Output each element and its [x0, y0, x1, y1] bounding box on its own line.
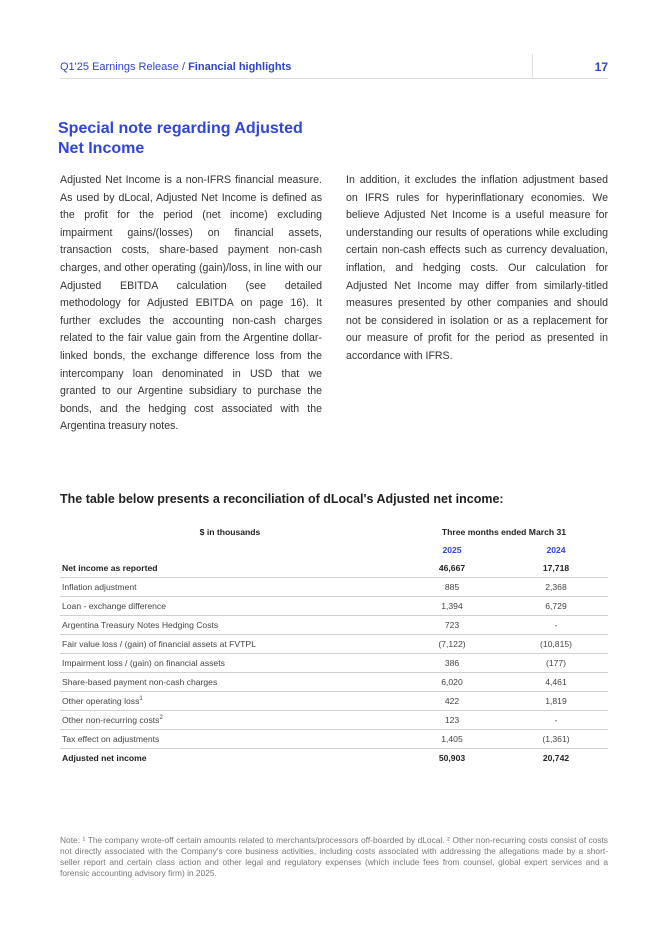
table-row: [60, 749, 608, 768]
row-label: Loan - exchange difference: [60, 597, 400, 616]
footnote-ref: 1: [139, 696, 143, 703]
table-row: [60, 578, 608, 597]
value-2025: 50,903: [438, 753, 466, 763]
body-right-column: In addition, it excludes the inflation adjustment based on IFRS rules for hyperinflationary economies. We believe Adjusted Net Income is a useful measure for understanding our results of operations while excluding certain non-cash effects such as currency devaluation, inflation, and hedging costs. Our calculation for Adjusted Net Income may differ from similarly-titled measures presented by other companies and should not be considered in isolation or as a replacement for our measure of profit for the period as presented in accordance with IFRS.: [346, 174, 608, 362]
header-divider: [532, 54, 533, 78]
value-2024: (177): [504, 654, 608, 673]
value-2024: 1,819: [504, 692, 608, 711]
value-2025: (7,122): [400, 635, 504, 654]
table-row: [60, 616, 608, 635]
table-intro: The table below presents a reconciliation of dLocal's Adjusted net income:: [60, 492, 504, 506]
value-2024: 20,742: [542, 753, 570, 763]
value-2024: 17,718: [504, 559, 608, 578]
value-2025: 6,020: [400, 673, 504, 692]
row-label: Impairment loss / (gain) on financial assets: [60, 654, 400, 673]
period-label: Three months ended March 31: [441, 527, 567, 537]
footnote: Note: ¹ The company wrote-off certain amounts related to merchants/processors off-boarded by dLocal. ² Other non-recurring costs consist of costs not directly associated with the Company's core business activities, including costs associated with addressing the allegations made by a short-seller report and certain class action and other legal and regulatory expenses (which include fees from counsel, global expert services and a forensic accounting advisory firm) in 2025.: [60, 835, 608, 878]
table-row: [60, 673, 608, 692]
breadcrumb: [60, 61, 291, 73]
table-row: [60, 730, 608, 749]
row-label: Argentina Treasury Notes Hedging Costs: [60, 616, 400, 635]
table-row: [60, 635, 608, 654]
value-2024: 6,729: [504, 597, 608, 616]
value-2025: 46,667: [400, 559, 504, 578]
value-2025: 386: [400, 654, 504, 673]
reconciliation-table: [60, 523, 608, 767]
value-2025: 123: [400, 711, 504, 730]
value-2025: 422: [400, 692, 504, 711]
value-2024: 4,461: [504, 673, 608, 692]
year-2024: 2024: [546, 545, 566, 555]
value-2024: 2,368: [504, 578, 608, 597]
row-label: Other non-recurring costs$^2$: [60, 711, 400, 730]
value-2025: 1,405: [400, 730, 504, 749]
value-2025: 885: [400, 578, 504, 597]
value-2024: -: [504, 616, 608, 635]
page-number: 17: [594, 60, 608, 74]
body-left-column: Adjusted Net Income is a non-IFRS financial measure. As used by dLocal, Adjusted Net Income is defined as the profit for the period (net income) excluding impairment gains/(losses) on financial assets, transaction costs, share-based payment non-cash charges, and other operating (gain)/loss, in line with our Adjusted EBITDA calculation (see detailed methodology for Adjusted EBITDA on page 16). It further excludes the accounting non-cash charges related to the fair value gain from the Argentine dollar-linked bonds, the exchange difference loss from the intercompany loan denominated in USD that we granted to our Argentine subsidiary to purchase the bonds, and the hedging cost associated with the Argentina treasury notes.: [60, 174, 322, 433]
breadcrumb-section: Financial highlights: [188, 61, 292, 73]
row-label: Share-based payment non-cash charges: [60, 673, 400, 692]
table-row: [60, 654, 608, 673]
value-2025: 723: [400, 616, 504, 635]
row-label: Other operating loss$^1$: [60, 692, 400, 711]
year-2025: 2025: [442, 545, 462, 555]
row-label: Inflation adjustment: [60, 578, 400, 597]
value-2025: 1,394: [400, 597, 504, 616]
table-row: [60, 692, 608, 711]
footnote-ref: 2: [159, 715, 163, 722]
value-2024: (1,361): [504, 730, 608, 749]
table-row: [60, 559, 608, 578]
breadcrumb-doc: Q1'25 Earnings Release /: [60, 61, 186, 73]
page-header: [60, 60, 608, 79]
value-2024: -: [504, 711, 608, 730]
row-label: Net income as reported: [60, 559, 400, 578]
table-row: [60, 597, 608, 616]
unit-label: $ in thousands: [199, 527, 261, 537]
row-label: Fair value loss / (gain) of financial assets at FVTPL: [60, 635, 400, 654]
page-title: Special note regarding Adjusted Net Income: [58, 120, 303, 157]
row-label: Tax effect on adjustments: [60, 730, 400, 749]
row-label: Adjusted net income: [62, 753, 147, 763]
value-2024: (10,815): [504, 635, 608, 654]
table-row: [60, 711, 608, 730]
